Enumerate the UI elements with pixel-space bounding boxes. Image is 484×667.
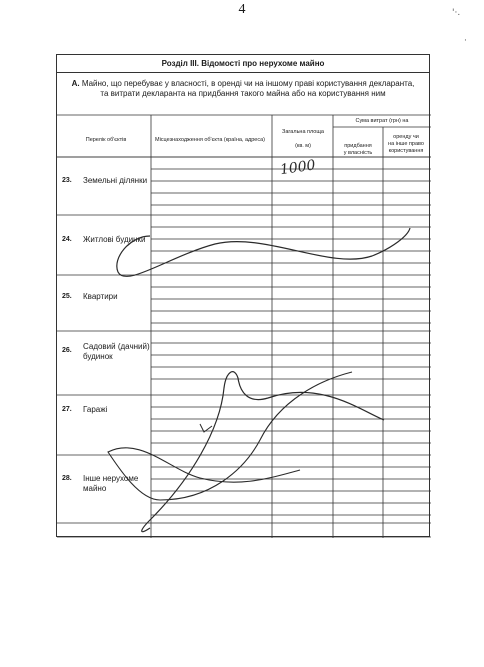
header-lease-l2: на інше право xyxy=(388,141,424,147)
cancellation-tick xyxy=(200,424,212,432)
header-area-l1: Загальна площа xyxy=(282,129,324,135)
row-number: 27. xyxy=(62,406,72,413)
row-label: Квартири xyxy=(83,292,118,301)
row-label: Земельні ділянки xyxy=(83,176,148,185)
subtitle-line-2: та витрати декларанта на придбання такого майна або на користування ним xyxy=(100,89,386,98)
row-label: Гаражі xyxy=(83,405,108,414)
subtitle-line-1: Майно, що перебуває у власності, в оренді чи на іншому праві користування декларанта, xyxy=(81,79,415,88)
header-acquisition-l2: у власність xyxy=(343,150,373,156)
header-lease-l3: користування xyxy=(388,148,424,154)
handwritten-area-value: 1000 xyxy=(279,157,317,179)
page-number: 4 xyxy=(238,2,246,17)
cancellation-stroke-cross xyxy=(108,372,352,500)
header-acquisition-l1: придбання xyxy=(344,143,372,149)
row-number: 24. xyxy=(62,236,72,243)
cancellation-stroke-upper xyxy=(117,228,410,276)
row-label: Житлові будинки xyxy=(83,235,146,244)
row-number: 26. xyxy=(62,347,72,354)
row-label-line-2: будинок xyxy=(83,352,113,361)
row-number: 23. xyxy=(62,177,72,184)
row-label-line-2: майно xyxy=(83,484,107,493)
row-label-line-1: Садовий (дачний) xyxy=(83,342,150,351)
header-location: Місцезнаходження об'єкта (країна, адреса) xyxy=(155,137,265,143)
header-object-list: Перелік об'єктів xyxy=(85,137,127,143)
header-lease-l1: оренду чи xyxy=(393,134,419,140)
header-area-l2: (кв. м) xyxy=(295,143,311,149)
row-number: 25. xyxy=(62,293,72,300)
subtitle-letter: А. xyxy=(71,79,80,88)
cancellation-stroke-lower xyxy=(142,372,384,532)
section-title: Розділ ІІІ. Відомості про нерухоме майно xyxy=(57,55,429,73)
row-number: 28. xyxy=(62,475,72,482)
row-label-line-1: Інше нерухоме xyxy=(83,474,139,483)
corner-mark-side: · xyxy=(464,36,467,46)
corner-mark-top: '·. xyxy=(452,8,461,18)
header-expenses: Сума витрат (грн) на xyxy=(355,118,409,124)
